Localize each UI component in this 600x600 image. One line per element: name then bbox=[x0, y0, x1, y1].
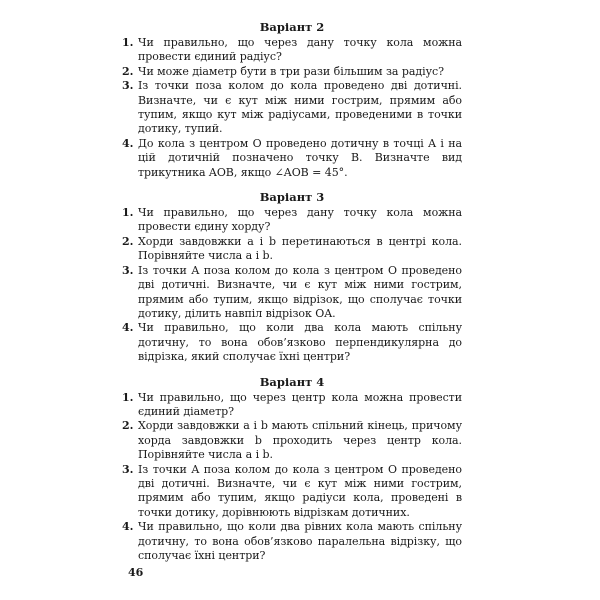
task-item bbox=[122, 235, 462, 264]
task-item bbox=[122, 321, 462, 364]
variant-3-section bbox=[122, 190, 462, 364]
variant-title: Варіант 3 bbox=[259, 190, 325, 205]
task-item bbox=[122, 206, 462, 235]
task-number: 2. bbox=[122, 234, 134, 248]
task-number: 4. bbox=[122, 136, 134, 150]
task-number: 3. bbox=[122, 462, 134, 476]
task-text: Із точки A поза колом до кола з центром O проведено дві дотичні. Визначте, чи є кут між ними гострим, прямим або тупим, якщо радіуси кола, проведені в точки дотику, дорівнюють відрізкам дотичних. bbox=[138, 462, 462, 519]
task-text: Із точки A поза колом до кола з центром O проведено дві дотичні. Визначте, чи є кут між ними гострим, прямим або тупим, якщо відрізок, що сполучає точки дотику, ділить навпіл відрізок OA. bbox=[138, 263, 462, 320]
page-number: 46 bbox=[128, 566, 144, 579]
variant-4-section bbox=[122, 375, 462, 564]
content-column bbox=[122, 20, 462, 573]
task-item bbox=[122, 65, 462, 79]
task-number: 4. bbox=[122, 321, 134, 335]
task-text: Хорди завдовжки a і b мають спільний кінець, причому хорда завдовжки b проходить через центр кола. Порівняйте числа a і b. bbox=[138, 419, 462, 462]
task-text: Чи правильно, що коли два кола мають спільну дотичну, то вона обов’язково перпендикулярна до відрізка, який сполучає їхні центри? bbox=[138, 321, 462, 364]
task-item bbox=[122, 463, 462, 521]
task-item bbox=[122, 419, 462, 462]
task-text: Чи правильно, що через дану точку кола можна провести єдину хорду? bbox=[138, 206, 462, 234]
variant-title: Варіант 2 bbox=[259, 20, 325, 34]
task-number: 1. bbox=[122, 206, 134, 220]
task-item bbox=[122, 79, 462, 137]
task-text: Чи правильно, що через центр кола можна провести єдиний діаметр? bbox=[138, 390, 462, 418]
task-number: 2. bbox=[122, 419, 134, 433]
variant-2-section bbox=[122, 20, 462, 180]
task-text: Чи правильно, що коли два рівних кола мають спільну дотичну, то вона обов’язково паралельна відрізку, що сполучає їхні центри? bbox=[138, 520, 462, 562]
task-item bbox=[122, 391, 462, 420]
task-number: 4. bbox=[122, 520, 134, 534]
task-text: Хорди завдовжки a і b перетинаються в центрі кола. Порівняйте числа a і b. bbox=[138, 234, 462, 263]
task-number: 2. bbox=[122, 64, 134, 78]
task-text: До кола з центром O проведено дотичну в точці A і на цій дотичній позначено точку B. Визначте вид трикутника AOB, якщо ∠AOB = 45°. bbox=[138, 136, 462, 179]
task-item bbox=[122, 520, 462, 563]
task-item bbox=[122, 264, 462, 322]
task-number: 3. bbox=[122, 263, 134, 277]
task-number: 3. bbox=[122, 79, 134, 93]
task-text: Із точки поза колом до кола проведено дві дотичні. Визначте, чи є кут між ними гострим, прямим або тупим, якщо кут між радіусами, проведеними в точки дотику, тупий. bbox=[138, 79, 462, 136]
task-text: Чи може діаметр бути в три рази більшим за радіус? bbox=[138, 64, 444, 78]
task-text: Чи правильно, що через дану точку кола можна провести єдиний радіус? bbox=[138, 36, 462, 64]
task-number: 1. bbox=[122, 36, 134, 49]
task-number: 1. bbox=[122, 390, 134, 404]
task-item bbox=[122, 137, 462, 180]
task-item bbox=[122, 36, 462, 65]
variant-title: Варіант 4 bbox=[259, 374, 325, 389]
